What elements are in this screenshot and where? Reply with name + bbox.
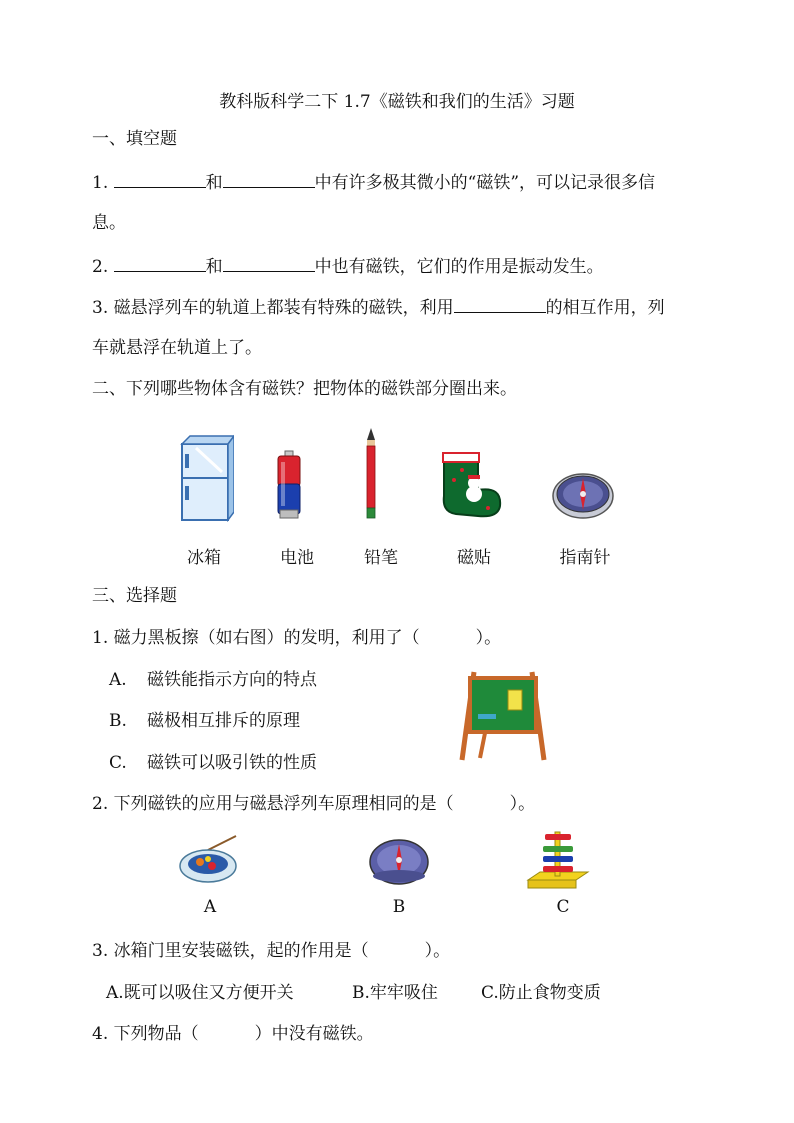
answer-blank[interactable] (223, 169, 315, 188)
q3-head: 3. 磁悬浮列车的轨道上都装有特殊的磁铁，利用 (92, 298, 454, 318)
page-title: 教科版科学二下 1.7《磁铁和我们的生活》习题 (219, 92, 575, 112)
q2-number: 2. (92, 257, 109, 277)
option-label[interactable]: B (392, 897, 406, 917)
battery-image (276, 450, 302, 520)
option-key: A. (109, 670, 127, 690)
option-label[interactable]: C (556, 897, 570, 917)
object-label: 铅笔 (364, 548, 398, 568)
option-key: C. (109, 753, 127, 773)
c4-head: 4. 下列物品（ (92, 1024, 199, 1044)
answer-blank[interactable] (114, 253, 206, 272)
c3-option-b[interactable]: B.牢牢吸住 (352, 983, 438, 1003)
answer-blank[interactable] (223, 253, 315, 272)
question-3 (92, 294, 665, 320)
q1-tail: 中有许多极其微小的“磁铁”，可以记录很多信 (314, 173, 656, 193)
q1-mid: 和 (205, 173, 223, 193)
choice-question-4 (92, 1022, 374, 1046)
choice-question-1 (92, 626, 501, 650)
section-choice: 三、选择题 (92, 586, 177, 606)
object-label: 电池 (280, 548, 314, 568)
c3-option-c[interactable]: C.防止食物变质 (481, 983, 601, 1003)
q3-tail: 的相互作用，列 (545, 298, 665, 318)
section-fill-in: 一、填空题 (92, 129, 177, 149)
magnetic-blackboard-image (458, 668, 548, 762)
c1-head: 1. 磁力黑板擦（如右图）的发明，利用了（ (92, 628, 420, 648)
question-2 (92, 253, 604, 279)
c1-option-a[interactable] (109, 668, 317, 692)
option-text: 磁铁能指示方向的特点 (147, 670, 317, 690)
c2-head: 2. 下列磁铁的应用与磁悬浮列车原理相同的是（ (92, 794, 454, 814)
magnet-sticker-image (438, 450, 506, 520)
choice-question-3 (92, 939, 450, 963)
fridge-image (176, 434, 234, 522)
compass-image (551, 462, 615, 522)
choice-question-2 (92, 792, 535, 816)
c2-tail: ）。 (509, 794, 536, 814)
section-identify: 二、下列哪些物体含有磁铁？把物体的磁铁部分圈出来。 (92, 379, 517, 399)
q3-continuation: 车就悬浮在轨道上了。 (92, 338, 262, 358)
levitating-ring-magnets-image (526, 828, 590, 892)
object-label: 指南针 (559, 548, 611, 568)
object-label: 冰箱 (187, 548, 221, 568)
c1-option-b[interactable] (109, 709, 300, 733)
c1-tail: ）。 (475, 628, 502, 648)
answer-blank[interactable] (454, 294, 546, 313)
q1-continuation: 息。 (92, 213, 126, 233)
q1-number: 1. (92, 173, 109, 193)
option-text: 磁铁可以吸引铁的性质 (147, 753, 317, 773)
fishing-toy-image (178, 832, 242, 886)
question-1 (92, 169, 655, 195)
q2-mid: 和 (205, 257, 223, 277)
pencil-image (364, 428, 378, 520)
q2-tail: 中也有磁铁，它们的作用是振动发生。 (314, 257, 604, 277)
c3-tail: ）。 (424, 941, 451, 961)
option-label[interactable]: A (203, 897, 217, 917)
c3-head: 3. 冰箱门里安装磁铁，起的作用是（ (92, 941, 369, 961)
c4-tail: ）中没有磁铁。 (254, 1024, 374, 1044)
option-text: 磁极相互排斥的原理 (147, 711, 300, 731)
option-key: B. (109, 711, 127, 731)
object-label: 磁贴 (457, 548, 491, 568)
answer-blank[interactable] (114, 169, 206, 188)
c1-option-c[interactable] (109, 751, 317, 775)
compass-image-b (368, 832, 430, 886)
c3-option-a[interactable]: A.既可以吸住又方便开关 (106, 983, 294, 1003)
